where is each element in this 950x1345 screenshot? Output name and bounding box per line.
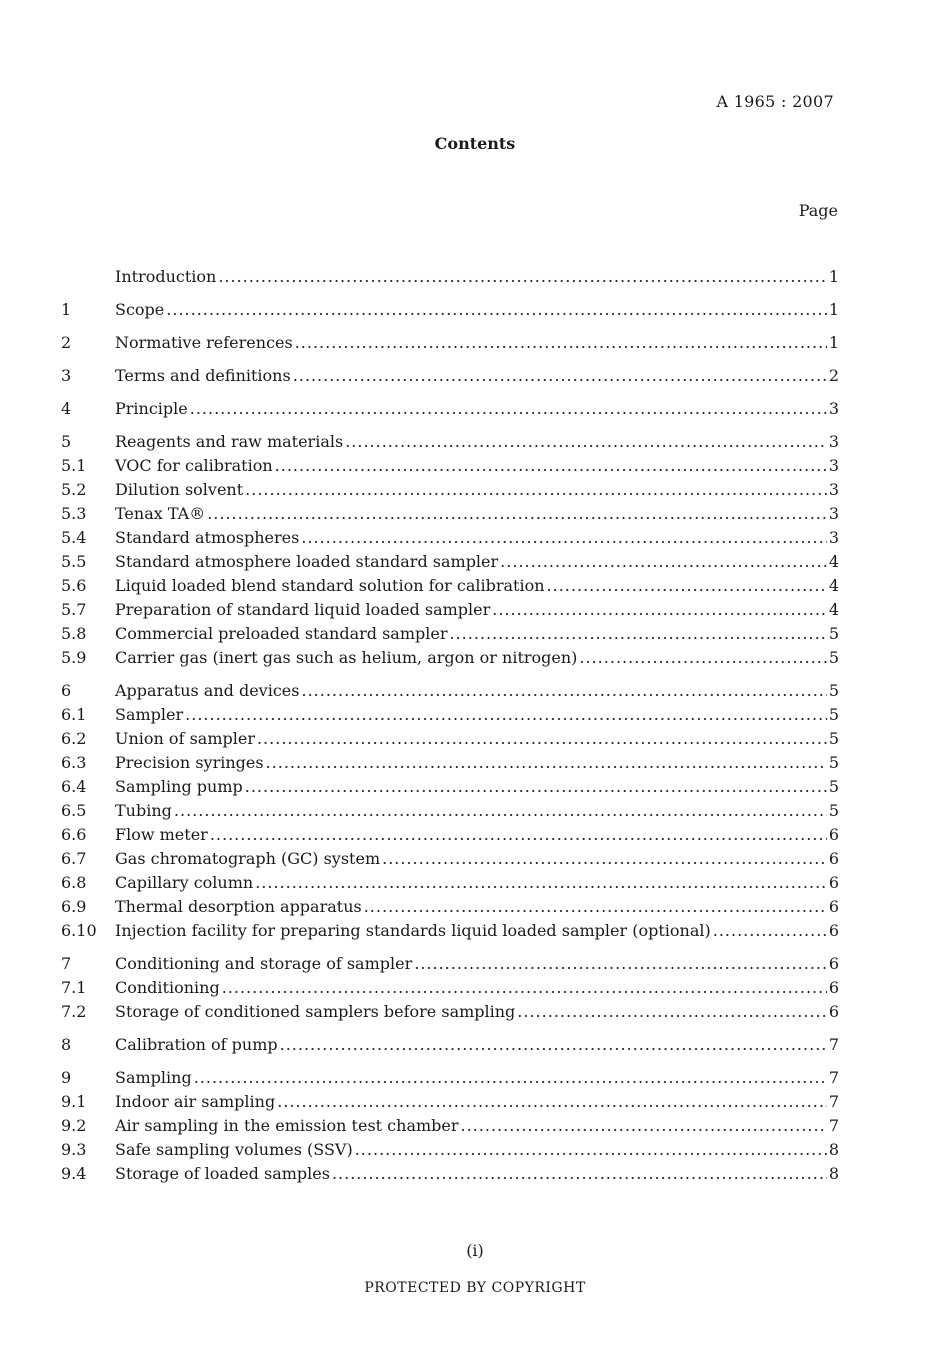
toc-section-group [61,1066,839,1186]
toc-dot-leader [280,1033,827,1057]
toc-dot-leader [449,622,826,646]
toc-entry-number: 6 [61,681,72,700]
toc-entry-number: 5.5 [61,552,87,571]
toc-entry-page: 6 [828,849,839,868]
toc-entry-number: 7.1 [61,978,87,997]
toc-entry-number: 5.3 [61,504,87,523]
toc-dot-leader [174,799,827,823]
toc-section-group [61,331,839,355]
toc-entry-page: 3 [828,528,839,547]
toc-entry-title: Normative references [115,333,293,352]
toc-entry-number: 6.7 [61,849,87,868]
toc-dot-leader [210,823,827,847]
toc-entry-page: 5 [828,729,839,748]
toc-entry-title: Preparation of standard liquid loaded sampler [115,600,491,619]
toc-dot-leader [275,454,827,478]
toc-entry[interactable] [61,799,839,823]
toc-entry[interactable] [61,1138,839,1162]
toc-entry-title: Precision syringes [115,753,264,772]
toc-entry-page: 5 [828,801,839,820]
toc-entry[interactable] [61,895,839,919]
toc-entry[interactable] [61,727,839,751]
toc-entry-number: 6.5 [61,801,87,820]
toc-entry-page: 1 [828,267,839,286]
toc-entry[interactable] [61,1162,839,1186]
toc-dot-leader [185,703,827,727]
toc-dot-leader [301,526,826,550]
toc-entry-number: 4 [61,399,72,418]
toc-dot-leader [492,598,827,622]
toc-entry-title: Thermal desorption apparatus [115,897,362,916]
toc-entry[interactable] [61,703,839,727]
toc-dot-leader [166,298,827,322]
toc-dot-leader [355,1138,827,1162]
toc-entry-title: Injection facility for preparing standards liquid loaded sampler (optional) [115,921,711,940]
toc-entry[interactable] [61,1000,839,1024]
toc-dot-leader [414,952,827,976]
toc-entry-title: Introduction [115,267,217,286]
toc-section-group [61,397,839,421]
toc-entry-number: 6.1 [61,705,87,724]
toc-entry-number: 2 [61,333,72,352]
toc-entry-number: 9.4 [61,1164,87,1183]
toc-dot-leader [245,478,827,502]
toc-dot-leader [382,847,827,871]
toc-entry-title: Flow meter [115,825,208,844]
toc-entry-page: 2 [828,366,839,385]
toc-entry[interactable] [61,298,839,322]
toc-entry-number: 9.3 [61,1140,87,1159]
toc-dot-leader [190,397,827,421]
toc-entry[interactable] [61,1066,839,1090]
toc-entry-number: 6.6 [61,825,87,844]
toc-dot-leader [255,871,827,895]
toc-dot-leader [293,364,827,388]
document-identifier: A 1965 : 2007 [716,92,834,111]
toc-entry-number: 9.2 [61,1116,87,1135]
toc-dot-leader [579,646,826,670]
toc-section-group [61,364,839,388]
toc-entry-number: 1 [61,300,72,319]
table-of-contents [61,265,839,1195]
toc-entry[interactable] [61,478,839,502]
toc-entry[interactable] [61,1033,839,1057]
toc-entry-number: 6.4 [61,777,87,796]
toc-entry-page: 1 [828,333,839,352]
toc-entry[interactable] [61,574,839,598]
toc-entry-page: 7 [828,1068,839,1087]
toc-section-group [61,265,839,289]
toc-entry-number: 5.6 [61,576,87,595]
toc-entry[interactable] [61,751,839,775]
toc-entry-number: 5 [61,432,72,451]
toc-entry-title: Standard atmosphere loaded standard sampler [115,552,499,571]
toc-entry-number: 5.2 [61,480,87,499]
toc-entry-number: 8 [61,1035,72,1054]
toc-entry[interactable] [61,430,839,454]
toc-entry[interactable] [61,454,839,478]
toc-entry-page: 6 [828,1002,839,1021]
toc-entry-page: 5 [828,624,839,643]
toc-entry-page: 6 [828,954,839,973]
toc-entry-number: 9.1 [61,1092,87,1111]
toc-entry-title: Sampling pump [115,777,243,796]
page-column-heading: Page [798,201,838,220]
toc-entry-title: Air sampling in the emission test chamber [115,1116,459,1135]
toc-entry-page: 6 [828,978,839,997]
toc-entry[interactable] [61,331,839,355]
toc-entry-title: Conditioning [115,978,220,997]
toc-entry-title: Gas chromatograph (GC) system [115,849,381,868]
toc-entry[interactable] [61,622,839,646]
toc-entry[interactable] [61,364,839,388]
toc-dot-leader [713,919,827,943]
toc-entry-number: 3 [61,366,72,385]
toc-entry-page: 5 [828,648,839,667]
toc-entry-number: 5.4 [61,528,87,547]
toc-entry-page: 7 [828,1116,839,1135]
toc-entry-page: 4 [828,552,839,571]
toc-entry-number: 6.3 [61,753,87,772]
toc-entry-page: 6 [828,825,839,844]
toc-entry-page: 1 [828,300,839,319]
toc-entry-number: 6.2 [61,729,87,748]
toc-entry-title: Terms and definitions [115,366,291,385]
toc-entry-page: 4 [828,600,839,619]
toc-dot-leader [257,727,827,751]
toc-entry-number: 5.8 [61,624,87,643]
toc-entry[interactable] [61,397,839,421]
toc-entry-title: Storage of loaded samples [115,1164,330,1183]
toc-entry-title: Sampling [115,1068,192,1087]
toc-entry-title: Principle [115,399,188,418]
toc-section-group [61,1033,839,1057]
toc-entry-page: 5 [828,753,839,772]
toc-dot-leader [301,679,826,703]
toc-entry-page: 4 [828,576,839,595]
toc-entry-title: Storage of conditioned samplers before sampling [115,1002,516,1021]
toc-entry[interactable] [61,598,839,622]
toc-entry-number: 6.9 [61,897,87,916]
toc-entry[interactable] [61,952,839,976]
toc-entry-title: Sampler [115,705,184,724]
toc-section-group [61,298,839,322]
toc-entry[interactable] [61,1090,839,1114]
toc-entry-title: Union of sampler [115,729,255,748]
toc-entry[interactable] [61,775,839,799]
toc-entry[interactable] [61,847,839,871]
toc-entry[interactable] [61,265,839,289]
toc-entry[interactable] [61,679,839,703]
toc-entry-title: Standard atmospheres [115,528,300,547]
toc-dot-leader [364,895,827,919]
toc-dot-leader [500,550,827,574]
toc-entry-page: 3 [828,480,839,499]
toc-entry[interactable] [61,871,839,895]
toc-entry-number: 7.2 [61,1002,87,1021]
toc-entry-title: Reagents and raw materials [115,432,344,451]
toc-entry-page: 5 [828,681,839,700]
toc-dot-leader [266,751,827,775]
toc-entry[interactable] [61,646,839,670]
toc-entry-title: Commercial preloaded standard sampler [115,624,448,643]
toc-dot-leader [332,1162,827,1186]
toc-dot-leader [547,574,827,598]
toc-entry-title: Scope [115,300,165,319]
toc-entry-title: Carrier gas (inert gas such as helium, argon or nitrogen) [115,648,578,667]
toc-dot-leader [277,1090,827,1114]
toc-entry-title: Tenax TA® [115,504,206,523]
toc-entry-page: 3 [828,399,839,418]
toc-entry-title: Safe sampling volumes (SSV) [115,1140,353,1159]
toc-dot-leader [218,265,826,289]
toc-entry-title: Apparatus and devices [115,681,300,700]
toc-entry-title: Calibration of pump [115,1035,278,1054]
toc-entry-page: 8 [828,1164,839,1183]
toc-entry[interactable] [61,919,839,943]
toc-entry-title: Conditioning and storage of sampler [115,954,413,973]
toc-section-group [61,430,839,670]
toc-entry-page: 3 [828,504,839,523]
toc-entry-page: 7 [828,1092,839,1111]
toc-entry-page: 5 [828,705,839,724]
toc-entry-title: Dilution solvent [115,480,244,499]
toc-dot-leader [207,502,827,526]
toc-entry-title: Liquid loaded blend standard solution for calibration [115,576,545,595]
toc-dot-leader [461,1114,827,1138]
toc-entry[interactable] [61,526,839,550]
toc-dot-leader [194,1066,827,1090]
toc-entry-page: 6 [828,873,839,892]
toc-entry-page: 3 [828,456,839,475]
toc-entry[interactable] [61,976,839,1000]
toc-entry-page: 8 [828,1140,839,1159]
page-number: (i) [466,1241,484,1260]
toc-dot-leader [345,430,827,454]
toc-dot-leader [295,331,827,355]
toc-entry-number: 6.10 [61,921,97,940]
toc-entry[interactable] [61,1114,839,1138]
toc-entry-page: 6 [828,897,839,916]
toc-entry-title: Capillary column [115,873,254,892]
toc-section-group [61,952,839,1024]
toc-entry-number: 9 [61,1068,72,1087]
page-title: Contents [434,134,516,153]
toc-entry[interactable] [61,550,839,574]
toc-dot-leader [245,775,827,799]
toc-dot-leader [517,1000,827,1024]
toc-entry-page: 5 [828,777,839,796]
copyright-notice: PROTECTED BY COPYRIGHT [364,1280,586,1296]
toc-entry-number: 6.8 [61,873,87,892]
toc-entry-number: 5.7 [61,600,87,619]
toc-entry-page: 3 [828,432,839,451]
toc-entry-number: 7 [61,954,72,973]
toc-entry-number: 5.1 [61,456,87,475]
toc-entry[interactable] [61,502,839,526]
toc-entry-page: 7 [828,1035,839,1054]
toc-entry-number: 5.9 [61,648,87,667]
toc-entry[interactable] [61,823,839,847]
toc-section-group [61,679,839,943]
toc-entry-title: Tubing [115,801,172,820]
toc-entry-title: VOC for calibration [115,456,273,475]
toc-entry-title: Indoor air sampling [115,1092,276,1111]
toc-dot-leader [222,976,827,1000]
toc-entry-page: 6 [828,921,839,940]
